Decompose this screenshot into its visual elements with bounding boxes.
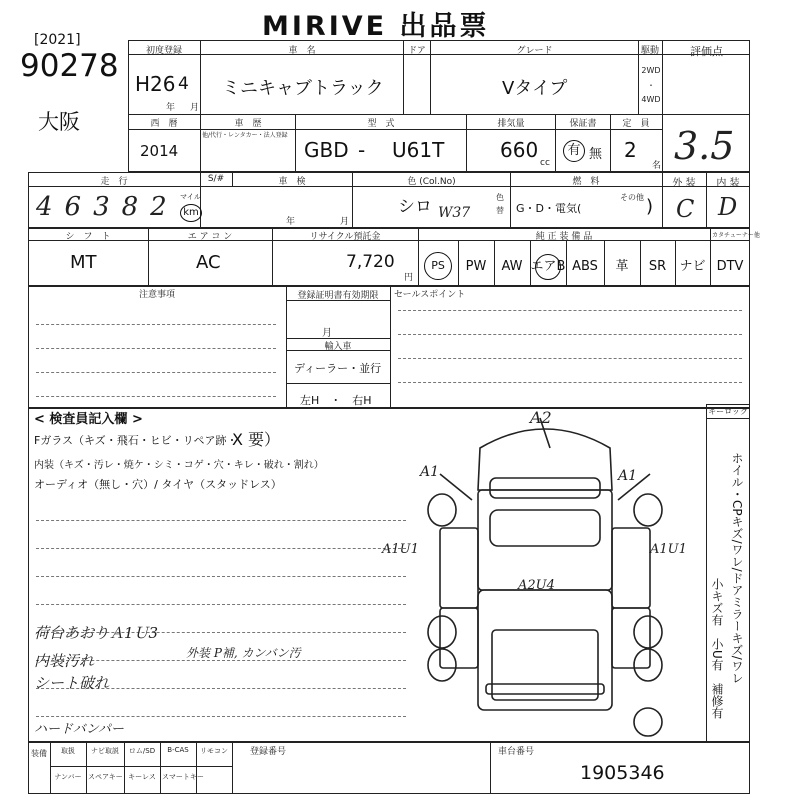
color-value: シロ [398,197,432,217]
auction-title: MIRIVE 出品票 [262,11,490,42]
recycle-label: リサイクル預託金 [309,232,381,242]
aircon-value: AC [196,252,221,273]
captions-label: カタチューナー他 [712,232,760,239]
equip-aw: AW [501,259,523,274]
capacity-label: 定 員 [622,119,650,129]
seireki-label: 西 暦 [150,119,178,129]
mileage-value: 46382 [36,192,179,222]
mark-a1u1-left: A1U1 [382,542,419,557]
drive-label: 駆動 [640,46,659,56]
doors-label: ドア [408,46,426,56]
vehicle-damage-diagram [380,400,710,740]
displacement-label: 排気量 [497,119,525,129]
inspector-glass-needed: X 要） [232,430,281,449]
type-prefix: GBD [304,138,349,162]
model-name-value: ミニキャブトラック [222,78,384,99]
rating-label: 評価点 [690,45,723,58]
displacement-value: 660 [500,138,539,162]
shaken-label: 車 歴 [234,119,262,129]
mark-a1-left: A1 [420,464,440,480]
note-bed-gate: 荷台あおりＡ1Ｕ3 [34,624,159,642]
lot-number: 90278 [20,48,119,84]
airbag-circle [535,254,561,280]
exterior-label: 外 装 [672,178,696,189]
chassis-label: 車台番号 [498,747,535,757]
reg-number-label: 登録番号 [250,747,287,757]
warranty-has: 有 [563,140,585,162]
model-year: 2014 [140,142,179,160]
exterior-grade: C [676,195,695,223]
shift-value: MT [70,252,97,273]
equip-leather: 革 [615,259,629,274]
keylock-label: キーロック [708,407,748,416]
equip-dtv: DTV [716,259,744,274]
equip-sunroof: SR [648,259,667,274]
equip-navi: ナビ [679,259,706,274]
chassis-number: 1905346 [580,762,665,784]
type-code: U61T [392,138,445,162]
interior-label: 内 装 [716,178,740,189]
options-side-label: 装備 [31,749,47,758]
type-dash: - [358,138,366,162]
import-dealer: ディーラー・並行 [294,362,382,375]
drive-4wd: 4WD [641,95,661,104]
note-bumper: ハードバンパー [34,722,124,737]
km-unit: km [180,204,202,222]
fuel-label: 燃 料 [572,177,600,187]
year-tag: [2021] [34,32,81,48]
equip-pw: PW [465,259,487,274]
equip-abs: ABS [572,259,598,274]
grade-value: Vタイプ [502,78,568,99]
import-label: 輸入車 [324,342,352,352]
warranty-label: 保証書 [569,119,597,129]
inspector-line-glass: Fガラス（キズ・飛石・ヒビ・リペア跡・ [34,434,238,447]
meter-label: S/# [207,174,225,184]
notes-label: 注意事項 [138,290,175,300]
fuel-options: G・D・電気( [516,202,582,215]
first-reg-era: H26 [135,72,176,96]
aircon-label: エ ア コ ン [187,232,233,242]
mark-a2u4: A2U4 [518,578,555,593]
mileage-label: 走 行 [100,177,128,187]
note-exterior: 外装 P補, カンバン汚 [186,646,301,660]
mark-a2-top: A2 [530,408,552,427]
grade-label: グレード [516,46,553,56]
inspection-label: 車 検 [278,177,306,187]
shift-label: シ フ ト [65,232,111,242]
interior-grade: D [718,193,738,221]
keylock-text: ホイル・CPキズ/ワレ/ドアミラーキズ/ワレ [730,452,744,684]
recycle-value: 7,720 [346,252,395,272]
capacity-value: 2 [624,138,637,162]
mark-a1u1-right: A1U1 [650,542,687,557]
inspector-line-interior: 内装（キズ・汚レ・焼ケ・シミ・コゲ・穴・キレ・破れ・割れ） [34,460,324,471]
inspector-line-audio: オーディオ（無し・穴）/ タイヤ（スタッドレス） [34,478,282,491]
warranty-none: 無 [589,147,603,162]
keylock-text-2: 小キズ有 小U有 補修有 [710,578,724,719]
equipment-label: 純 正 装 備 品 [535,232,593,242]
model-name-label: 車 名 [288,46,316,56]
mark-a1-right: A1 [618,468,638,484]
equip-airbag: エアB [530,259,566,274]
color-label: 色 (Col.No) [407,177,456,187]
reg-expiry-label: 登録証明書有効期限 [297,291,379,301]
color-code: W37 [438,205,471,221]
shaken-note: 他/代行・レンタカー・法人登録 [202,132,288,139]
sales-point-label: セールスポイント [394,290,466,300]
note-interior-dirt: 内装汚れ [34,652,95,670]
venue-name: 大阪 [38,110,80,134]
equip-ps: PS [424,252,452,280]
first-reg-month: 4 [178,74,189,94]
katashiki-label: 型 式 [367,119,395,129]
rating-value: 3.5 [674,124,735,168]
inspector-heading: < 検査員記入欄 > [34,412,143,427]
drive-side: 左H ・ 右H [300,394,372,407]
note-seat-tear: シート破れ [34,674,110,692]
first-reg-label: 初度登録 [145,46,182,56]
drive-2wd: 2WD [641,66,661,75]
notes-section [28,286,750,408]
